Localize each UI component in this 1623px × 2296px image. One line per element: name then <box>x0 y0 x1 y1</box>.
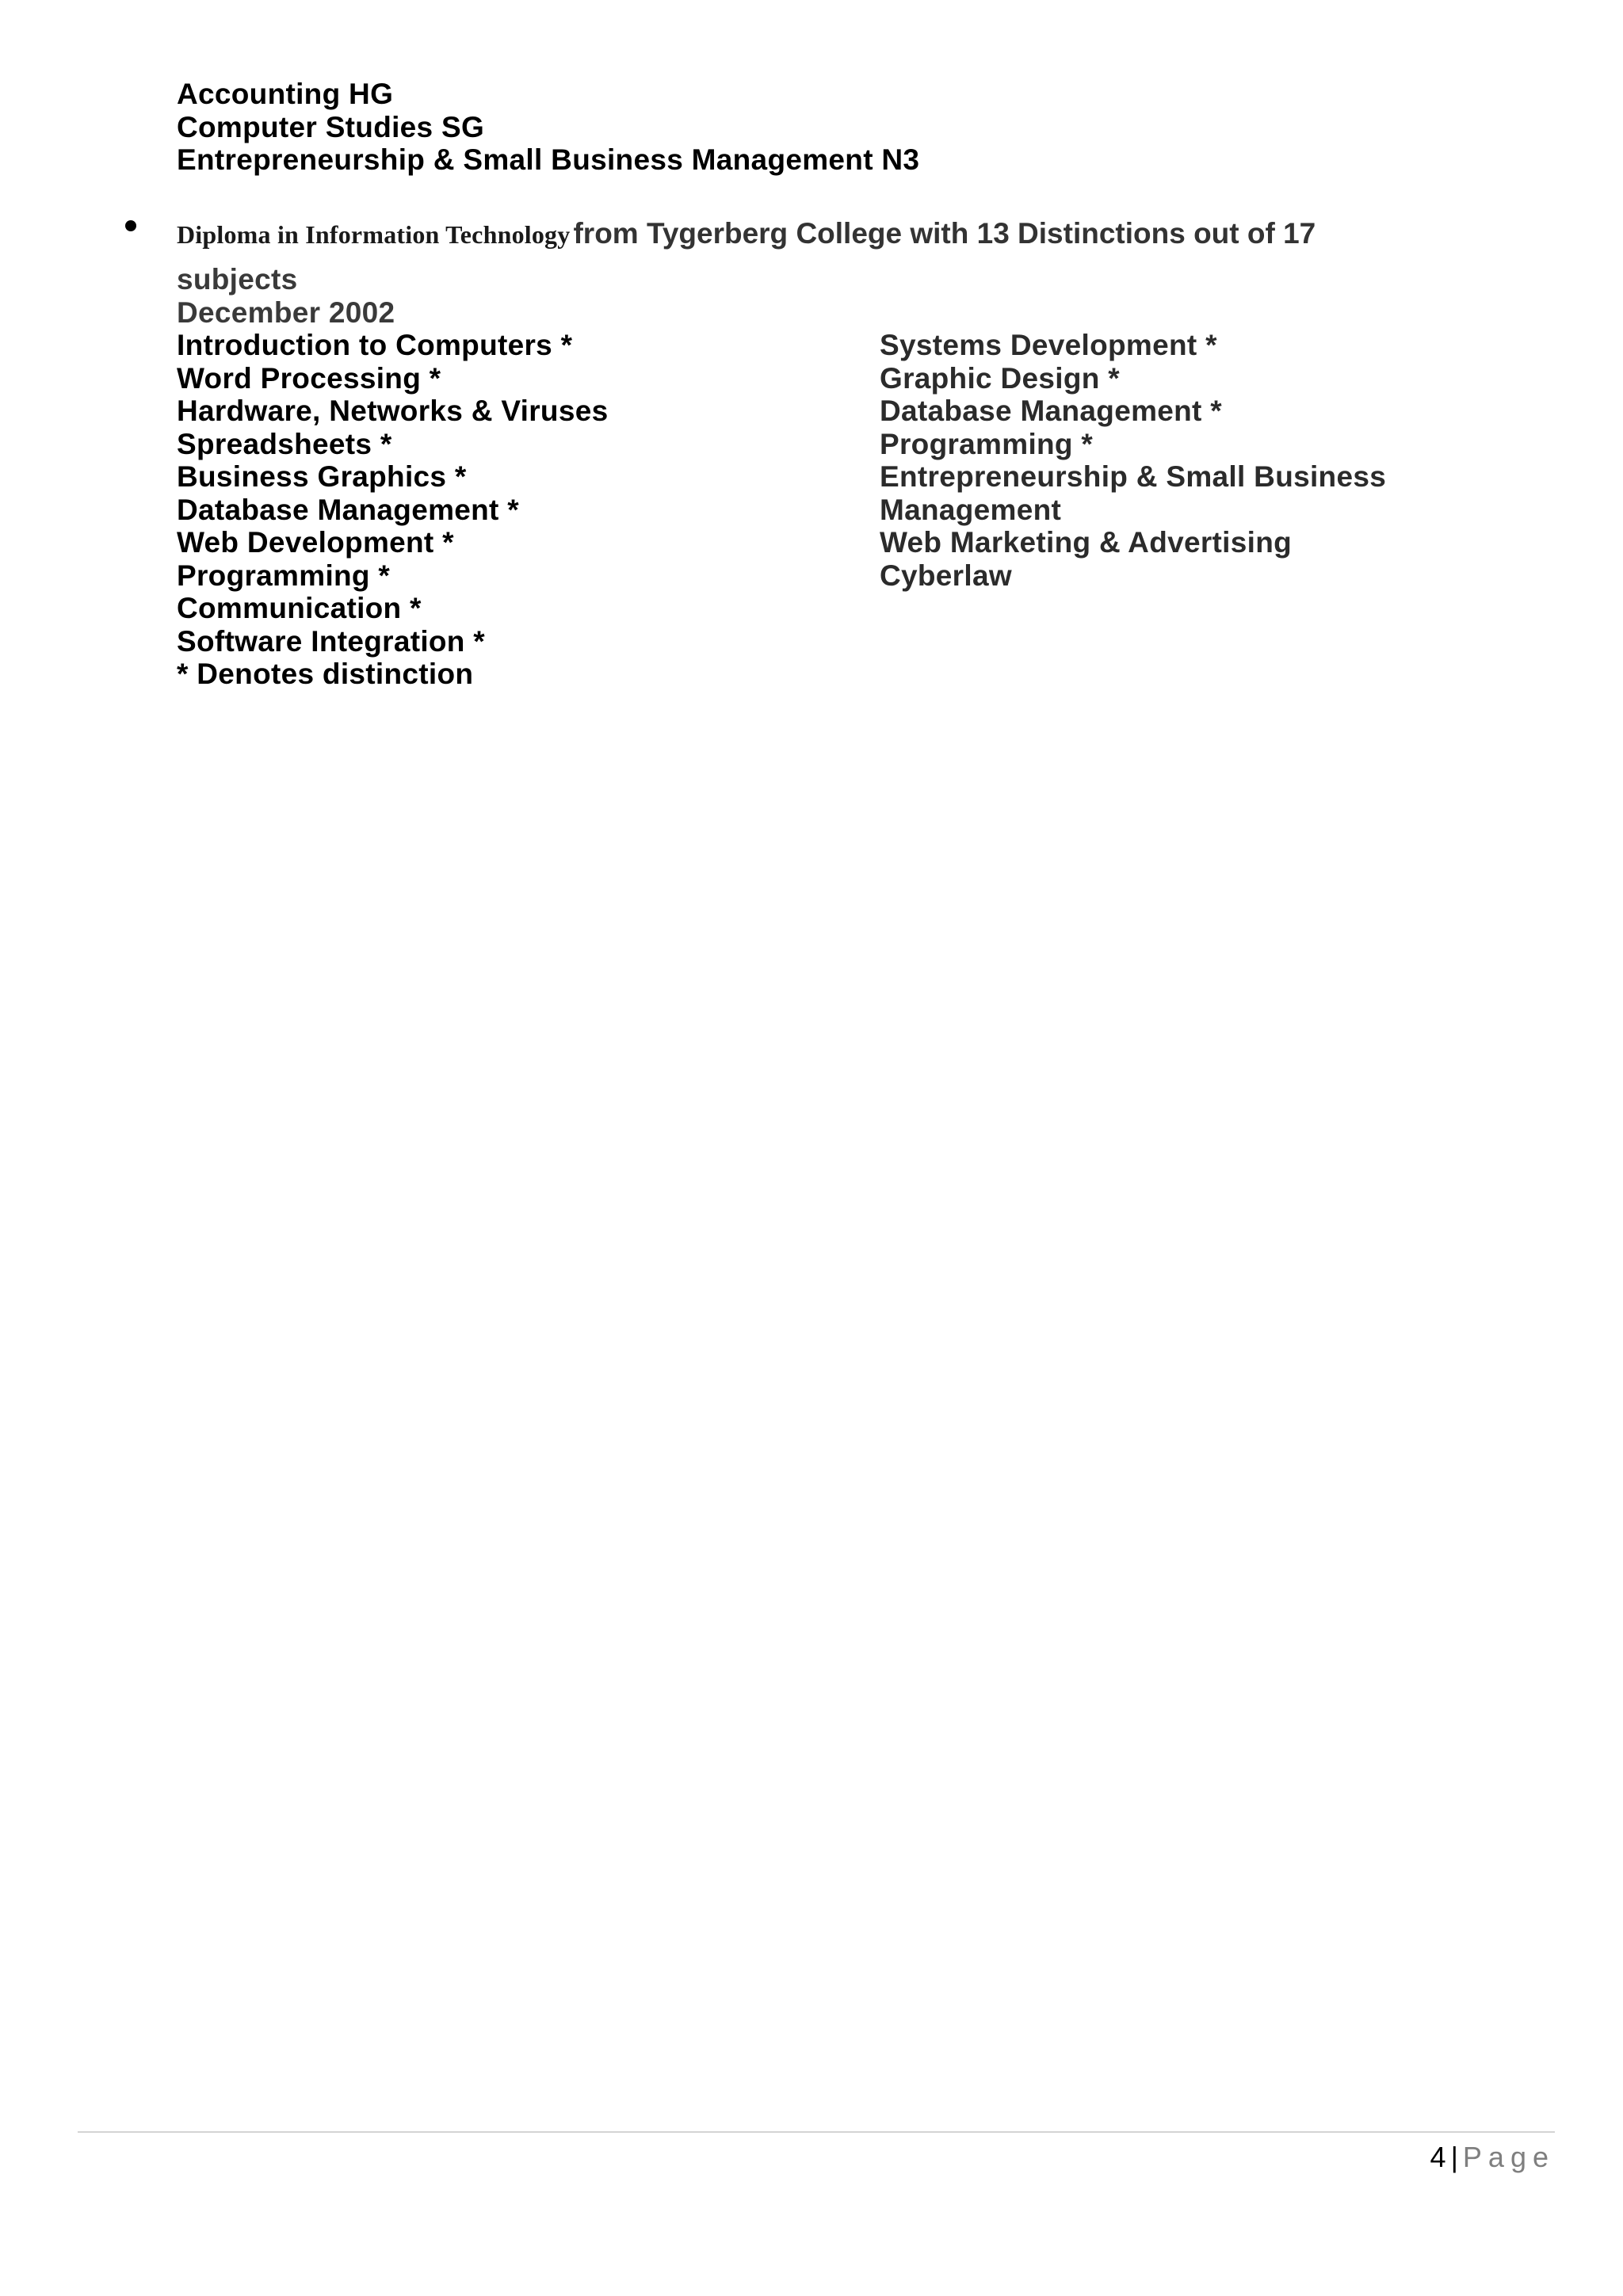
diploma-subjects-left-column <box>177 329 608 691</box>
list-item: Management <box>880 493 1062 526</box>
list-item: Programming * <box>880 427 1094 460</box>
school-subject-item: Entrepreneurship & Small Business Management N3 <box>177 143 920 176</box>
page-label: Page <box>1462 2141 1555 2173</box>
diploma-subjects-right-column <box>880 329 1386 592</box>
school-subject-item: Accounting HG <box>177 78 394 110</box>
diploma-description: from Tygerberg College with 13 Distinctions out of 17 <box>573 217 1316 250</box>
list-item: Programming * <box>177 559 391 592</box>
list-item: Business Graphics * <box>177 460 467 493</box>
diploma-details <box>177 263 395 329</box>
page-footer <box>1430 2141 1555 2174</box>
list-item: Spreadsheets * <box>177 427 392 460</box>
footer-divider <box>78 2131 1555 2133</box>
footer-separator: | <box>1450 2141 1458 2173</box>
page-number: 4 <box>1430 2141 1446 2173</box>
list-item: Graphic Design * <box>880 361 1120 395</box>
list-item: Word Processing * <box>177 361 441 395</box>
diploma-date: December 2002 <box>177 296 395 329</box>
list-item: Communication * <box>177 592 422 624</box>
list-item: Entrepreneurship & Small Business <box>880 460 1387 493</box>
diploma-heading-line <box>177 217 1316 250</box>
list-item: Web Development * <box>177 526 454 559</box>
list-item: Systems Development * <box>880 329 1217 361</box>
list-item: Hardware, Networks & Viruses <box>177 395 609 427</box>
list-item: Database Management * <box>177 493 519 526</box>
list-item: Web Marketing & Advertising <box>880 526 1293 559</box>
school-subject-item: Computer Studies SG <box>177 110 485 143</box>
list-item: Software Integration * <box>177 624 485 658</box>
list-item: Cyberlaw <box>880 559 1012 592</box>
bullet-point-icon <box>125 220 136 231</box>
diploma-description-continued: subjects <box>177 263 298 296</box>
distinction-note: * Denotes distinction <box>177 658 474 690</box>
list-item: Database Management * <box>880 395 1222 427</box>
diploma-title: Diploma in Information Technology <box>177 220 571 249</box>
list-item: Introduction to Computers * <box>177 329 573 361</box>
school-subjects-list <box>177 78 919 177</box>
